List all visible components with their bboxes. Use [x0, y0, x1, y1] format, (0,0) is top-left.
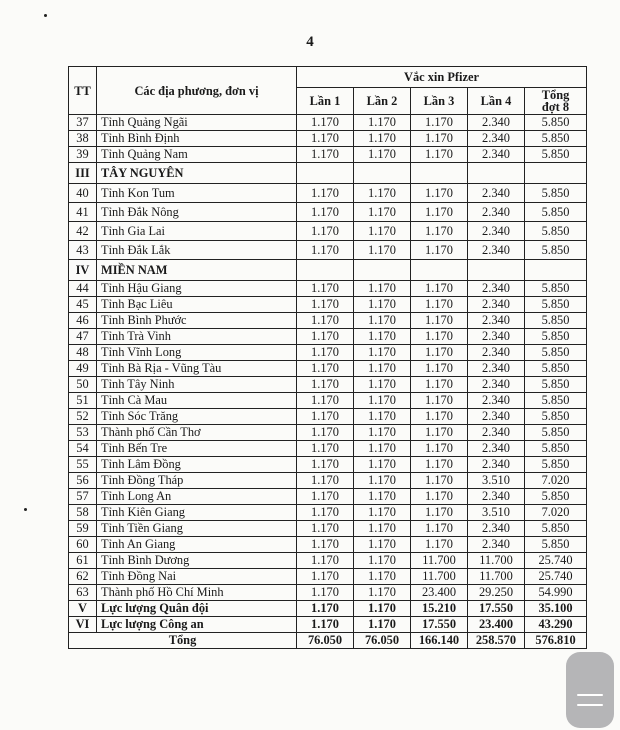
table-row [69, 241, 587, 260]
dose-1-value: 1.170 [297, 115, 354, 131]
total-value: 5.850 [525, 131, 587, 147]
dose-3-value: 1.170 [411, 184, 468, 203]
unit-name: Tỉnh Bà Rịa - Vũng Tàu [97, 361, 297, 377]
unit-name: Tỉnh Tây Ninh [97, 377, 297, 393]
total-value: 5.850 [525, 222, 587, 241]
section-name: MIỀN NAM [97, 260, 297, 281]
row-tt: 59 [69, 521, 97, 537]
total-label: Tổng [69, 633, 297, 649]
dose-2-value: 1.170 [354, 377, 411, 393]
dose-1-value: 1.170 [297, 241, 354, 260]
total-value: 5.850 [525, 147, 587, 163]
table-row [69, 329, 587, 345]
dose-1-value: 1.170 [297, 457, 354, 473]
table-row [69, 377, 587, 393]
dose-3-value: 1.170 [411, 521, 468, 537]
total-value: 25.740 [525, 569, 587, 585]
dose-1-value: 1.170 [297, 617, 354, 633]
dose-3-value: 11.700 [411, 553, 468, 569]
dose-1-value: 1.170 [297, 537, 354, 553]
row-tt: 60 [69, 537, 97, 553]
unit-name: Tỉnh Đồng Tháp [97, 473, 297, 489]
dose-2-value: 1.170 [354, 521, 411, 537]
menu-line-icon [577, 704, 603, 706]
scan-speck [24, 508, 27, 511]
dose-3-value: 1.170 [411, 377, 468, 393]
total-row [69, 633, 587, 649]
table-row [69, 409, 587, 425]
unit-name: Tỉnh Bình Định [97, 131, 297, 147]
dose-4-value: 2.340 [468, 345, 525, 361]
unit-name: Tỉnh An Giang [97, 537, 297, 553]
row-tt: 43 [69, 241, 97, 260]
dose-4-value: 2.340 [468, 297, 525, 313]
dose-2-value: 1.170 [354, 203, 411, 222]
dose-4-value: 11.700 [468, 569, 525, 585]
floating-menu-button[interactable] [566, 652, 614, 728]
dose-3-value: 1.170 [411, 329, 468, 345]
header-dose-1: Lần 1 [297, 88, 354, 115]
dose-4-value: 2.340 [468, 222, 525, 241]
row-tt: VI [69, 617, 97, 633]
dose-4-value: 2.340 [468, 361, 525, 377]
dose-3-value: 1.170 [411, 115, 468, 131]
total-value: 5.850 [525, 361, 587, 377]
empty-cell [411, 260, 468, 281]
dose-1-value: 1.170 [297, 489, 354, 505]
dose-4-value: 2.340 [468, 441, 525, 457]
row-tt: 54 [69, 441, 97, 457]
dose-3-value: 15.210 [411, 601, 468, 617]
empty-cell [411, 163, 468, 184]
header-tt: TT [69, 67, 97, 115]
dose-1-value: 1.170 [297, 441, 354, 457]
header-dose-3: Lần 3 [411, 88, 468, 115]
scan-speck [44, 14, 47, 17]
header-total-line1: Tổng [541, 88, 570, 102]
unit-name: Tỉnh Bạc Liêu [97, 297, 297, 313]
dose-2-value: 1.170 [354, 131, 411, 147]
empty-cell [525, 163, 587, 184]
dose-3-value: 11.700 [411, 569, 468, 585]
dose-2-value: 1.170 [354, 409, 411, 425]
unit-name: Tỉnh Bến Tre [97, 441, 297, 457]
header-dose-2: Lần 2 [354, 88, 411, 115]
total-grand: 576.810 [525, 633, 587, 649]
dose-1-value: 1.170 [297, 281, 354, 297]
dose-3-value: 1.170 [411, 441, 468, 457]
dose-4-value: 2.340 [468, 329, 525, 345]
dose-4-value: 2.340 [468, 313, 525, 329]
unit-name: Tỉnh Long An [97, 489, 297, 505]
dose-1-value: 1.170 [297, 473, 354, 489]
unit-name: Tỉnh Trà Vinh [97, 329, 297, 345]
unit-name: Tỉnh Đắk Lắk [97, 241, 297, 260]
table-row [69, 521, 587, 537]
dose-2-value: 1.170 [354, 601, 411, 617]
unit-name: Tỉnh Vĩnh Long [97, 345, 297, 361]
unit-name: Tỉnh Cà Mau [97, 393, 297, 409]
total-value: 5.850 [525, 345, 587, 361]
dose-4-value: 2.340 [468, 147, 525, 163]
row-tt: 55 [69, 457, 97, 473]
total-value: 5.850 [525, 489, 587, 505]
dose-2-value: 1.170 [354, 425, 411, 441]
dose-2-value: 1.170 [354, 489, 411, 505]
table-row [69, 553, 587, 569]
dose-2-value: 1.170 [354, 457, 411, 473]
row-tt: 41 [69, 203, 97, 222]
header-dose-4: Lần 4 [468, 88, 525, 115]
unit-name: Tỉnh Sóc Trăng [97, 409, 297, 425]
dose-4-value: 3.510 [468, 473, 525, 489]
row-tt: 57 [69, 489, 97, 505]
dose-1-value: 1.170 [297, 585, 354, 601]
dose-3-value: 1.170 [411, 131, 468, 147]
empty-cell [354, 163, 411, 184]
dose-3-value: 1.170 [411, 393, 468, 409]
total-value: 25.740 [525, 553, 587, 569]
total-dose-4: 258.570 [468, 633, 525, 649]
dose-3-value: 1.170 [411, 361, 468, 377]
row-tt: 49 [69, 361, 97, 377]
empty-cell [525, 260, 587, 281]
dose-4-value: 2.340 [468, 393, 525, 409]
unit-name: Tỉnh Bình Phước [97, 313, 297, 329]
total-value: 35.100 [525, 601, 587, 617]
unit-name: Tỉnh Lâm Đồng [97, 457, 297, 473]
dose-2-value: 1.170 [354, 115, 411, 131]
row-tt: 42 [69, 222, 97, 241]
dose-3-value: 1.170 [411, 297, 468, 313]
total-value: 7.020 [525, 473, 587, 489]
dose-1-value: 1.170 [297, 521, 354, 537]
dose-4-value: 2.340 [468, 409, 525, 425]
dose-2-value: 1.170 [354, 569, 411, 585]
table-row [69, 281, 587, 297]
total-value: 5.850 [525, 203, 587, 222]
row-tt: 40 [69, 184, 97, 203]
dose-1-value: 1.170 [297, 184, 354, 203]
dose-3-value: 1.170 [411, 425, 468, 441]
header-unit: Các địa phương, đơn vị [97, 67, 297, 115]
table-row [69, 473, 587, 489]
row-tt: 52 [69, 409, 97, 425]
table-row [69, 617, 587, 633]
dose-1-value: 1.170 [297, 361, 354, 377]
table-body [69, 115, 587, 633]
dose-4-value: 23.400 [468, 617, 525, 633]
table-row [69, 361, 587, 377]
dose-3-value: 1.170 [411, 147, 468, 163]
unit-name: Tỉnh Tiền Giang [97, 521, 297, 537]
vaccine-allocation-table [68, 66, 587, 649]
dose-2-value: 1.170 [354, 585, 411, 601]
dose-3-value: 1.170 [411, 457, 468, 473]
total-value: 5.850 [525, 457, 587, 473]
total-value: 5.850 [525, 441, 587, 457]
dose-4-value: 2.340 [468, 425, 525, 441]
table-row [69, 147, 587, 163]
dose-2-value: 1.170 [354, 553, 411, 569]
header-total [525, 88, 587, 115]
unit-name: Thành phố Hồ Chí Minh [97, 585, 297, 601]
dose-4-value: 11.700 [468, 553, 525, 569]
dose-2-value: 1.170 [354, 505, 411, 521]
row-tt: V [69, 601, 97, 617]
dose-3-value: 17.550 [411, 617, 468, 633]
dose-3-value: 1.170 [411, 489, 468, 505]
dose-3-value: 1.170 [411, 537, 468, 553]
total-value: 43.290 [525, 617, 587, 633]
row-tt: 63 [69, 585, 97, 601]
header-total-line2: đợt 8 [541, 100, 570, 114]
dose-2-value: 1.170 [354, 297, 411, 313]
dose-4-value: 2.340 [468, 281, 525, 297]
dose-3-value: 1.170 [411, 345, 468, 361]
dose-1-value: 1.170 [297, 569, 354, 585]
total-dose-1: 76.050 [297, 633, 354, 649]
total-value: 5.850 [525, 521, 587, 537]
menu-line-icon [577, 694, 603, 696]
dose-3-value: 1.170 [411, 241, 468, 260]
empty-cell [354, 260, 411, 281]
unit-name: Tỉnh Quảng Nam [97, 147, 297, 163]
dose-1-value: 1.170 [297, 553, 354, 569]
row-tt: 44 [69, 281, 97, 297]
page-number: 4 [306, 34, 314, 50]
unit-name: Tỉnh Hậu Giang [97, 281, 297, 297]
dose-1-value: 1.170 [297, 601, 354, 617]
dose-4-value: 2.340 [468, 537, 525, 553]
unit-name: Tỉnh Kiên Giang [97, 505, 297, 521]
dose-3-value: 1.170 [411, 473, 468, 489]
total-value: 5.850 [525, 329, 587, 345]
total-value: 7.020 [525, 505, 587, 521]
table-row [69, 537, 587, 553]
dose-2-value: 1.170 [354, 313, 411, 329]
dose-2-value: 1.170 [354, 617, 411, 633]
dose-1-value: 1.170 [297, 297, 354, 313]
table-row [69, 425, 587, 441]
dose-2-value: 1.170 [354, 361, 411, 377]
total-value: 5.850 [525, 184, 587, 203]
row-tt: 45 [69, 297, 97, 313]
table-row [69, 115, 587, 131]
dose-3-value: 23.400 [411, 585, 468, 601]
total-value: 5.850 [525, 393, 587, 409]
row-tt: 53 [69, 425, 97, 441]
table-row [69, 203, 587, 222]
section-name: TÂY NGUYÊN [97, 163, 297, 184]
row-tt: III [69, 163, 97, 184]
table-row [69, 297, 587, 313]
dose-4-value: 2.340 [468, 241, 525, 260]
dose-1-value: 1.170 [297, 222, 354, 241]
row-tt: 62 [69, 569, 97, 585]
unit-name: Lực lượng Quân đội [97, 601, 297, 617]
dose-1-value: 1.170 [297, 393, 354, 409]
row-tt: 47 [69, 329, 97, 345]
unit-name: Tỉnh Đồng Nai [97, 569, 297, 585]
dose-3-value: 1.170 [411, 203, 468, 222]
total-value: 5.850 [525, 281, 587, 297]
table-row [69, 131, 587, 147]
dose-1-value: 1.170 [297, 131, 354, 147]
row-tt: 48 [69, 345, 97, 361]
dose-2-value: 1.170 [354, 473, 411, 489]
row-tt: 38 [69, 131, 97, 147]
dose-2-value: 1.170 [354, 184, 411, 203]
row-tt: 61 [69, 553, 97, 569]
row-tt: 50 [69, 377, 97, 393]
total-value: 5.850 [525, 425, 587, 441]
table-row [69, 489, 587, 505]
total-value: 5.850 [525, 313, 587, 329]
dose-2-value: 1.170 [354, 441, 411, 457]
dose-4-value: 2.340 [468, 457, 525, 473]
empty-cell [297, 260, 354, 281]
dose-2-value: 1.170 [354, 329, 411, 345]
unit-name: Tỉnh Đắk Nông [97, 203, 297, 222]
table-row [69, 585, 587, 601]
dose-3-value: 1.170 [411, 313, 468, 329]
dose-4-value: 2.340 [468, 203, 525, 222]
table-row [69, 441, 587, 457]
row-tt: 51 [69, 393, 97, 409]
dose-2-value: 1.170 [354, 281, 411, 297]
dose-2-value: 1.170 [354, 241, 411, 260]
dose-1-value: 1.170 [297, 377, 354, 393]
dose-3-value: 1.170 [411, 281, 468, 297]
row-tt: 46 [69, 313, 97, 329]
dose-4-value: 2.340 [468, 131, 525, 147]
dose-4-value: 2.340 [468, 489, 525, 505]
dose-2-value: 1.170 [354, 537, 411, 553]
row-tt: 37 [69, 115, 97, 131]
dose-4-value: 2.340 [468, 521, 525, 537]
dose-1-value: 1.170 [297, 329, 354, 345]
dose-4-value: 2.340 [468, 184, 525, 203]
dose-1-value: 1.170 [297, 203, 354, 222]
empty-cell [468, 163, 525, 184]
table-row [69, 345, 587, 361]
total-dose-3: 166.140 [411, 633, 468, 649]
row-tt: 39 [69, 147, 97, 163]
total-value: 5.850 [525, 377, 587, 393]
dose-4-value: 17.550 [468, 601, 525, 617]
table-row [69, 184, 587, 203]
total-value: 5.850 [525, 115, 587, 131]
dose-2-value: 1.170 [354, 345, 411, 361]
total-dose-2: 76.050 [354, 633, 411, 649]
total-value: 5.850 [525, 297, 587, 313]
table-row [69, 313, 587, 329]
header-vaccine-group: Vắc xin Pfizer [297, 67, 587, 88]
dose-2-value: 1.170 [354, 147, 411, 163]
unit-name: Tỉnh Gia Lai [97, 222, 297, 241]
empty-cell [468, 260, 525, 281]
table-row [69, 222, 587, 241]
unit-name: Tỉnh Kon Tum [97, 184, 297, 203]
dose-1-value: 1.170 [297, 345, 354, 361]
row-tt: 56 [69, 473, 97, 489]
dose-1-value: 1.170 [297, 313, 354, 329]
table-row [69, 457, 587, 473]
dose-1-value: 1.170 [297, 425, 354, 441]
section-row [69, 260, 587, 281]
dose-2-value: 1.170 [354, 393, 411, 409]
table-row [69, 393, 587, 409]
unit-name: Lực lượng Công an [97, 617, 297, 633]
row-tt: 58 [69, 505, 97, 521]
table-row [69, 505, 587, 521]
dose-3-value: 1.170 [411, 409, 468, 425]
total-value: 54.990 [525, 585, 587, 601]
dose-4-value: 2.340 [468, 377, 525, 393]
unit-name: Thành phố Cần Thơ [97, 425, 297, 441]
dose-3-value: 1.170 [411, 505, 468, 521]
empty-cell [297, 163, 354, 184]
table-row [69, 569, 587, 585]
row-tt: IV [69, 260, 97, 281]
dose-4-value: 2.340 [468, 115, 525, 131]
dose-4-value: 3.510 [468, 505, 525, 521]
dose-4-value: 29.250 [468, 585, 525, 601]
dose-1-value: 1.170 [297, 147, 354, 163]
unit-name: Tỉnh Bình Dương [97, 553, 297, 569]
total-value: 5.850 [525, 537, 587, 553]
total-value: 5.850 [525, 409, 587, 425]
section-row [69, 163, 587, 184]
dose-1-value: 1.170 [297, 505, 354, 521]
unit-name: Tỉnh Quảng Ngãi [97, 115, 297, 131]
dose-2-value: 1.170 [354, 222, 411, 241]
dose-1-value: 1.170 [297, 409, 354, 425]
table-row [69, 601, 587, 617]
dose-3-value: 1.170 [411, 222, 468, 241]
total-value: 5.850 [525, 241, 587, 260]
